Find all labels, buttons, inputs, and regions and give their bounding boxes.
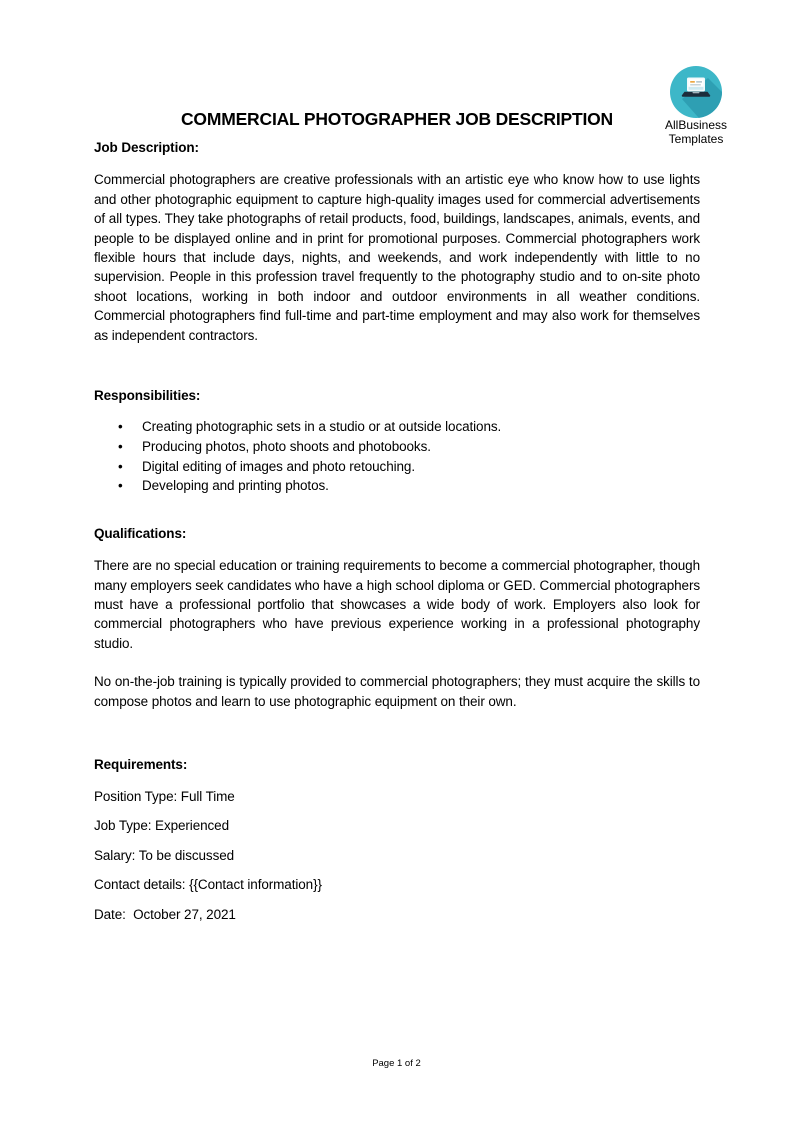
list-item: • Developing and printing photos. bbox=[142, 476, 700, 496]
requirement-contact-details: Contact details: {{Contact information}} bbox=[94, 877, 322, 893]
requirement-salary: Salary: To be discussed bbox=[94, 847, 235, 863]
logo-text-line1: AllBusiness bbox=[664, 118, 728, 132]
section-heading-qualifications: Qualifications: bbox=[94, 525, 187, 541]
document-body bbox=[94, 0, 700, 922]
list-item: • Producing photos, photo shoots and photobooks. bbox=[142, 437, 700, 457]
qualifications-paragraph-1: There are no special education or training requirements to become a commercial photographer, though many employers seek candidates who have a high school diploma or GED. Commercial photographers must have a professional portfolio that showcases a wide body of work. Employers also look for commercial photographers who have previous experience working in a professional photography studio. bbox=[94, 558, 700, 651]
requirement-position-type: Position Type: Full Time bbox=[94, 788, 235, 804]
responsibilities-list bbox=[94, 417, 700, 495]
list-item: • Creating photographic sets in a studio or at outside locations. bbox=[142, 417, 700, 437]
qualifications-paragraph-2: No on-the-job training is typically provided to commercial photographers; they must acquire the skills to compose photos and learn to use photographic equipment on their own. bbox=[94, 674, 700, 709]
section-heading-requirements: Requirements: bbox=[94, 757, 188, 773]
job-description-paragraph: Commercial photographers are creative professionals with an artistic eye who know how to use lights and other photographic equipment to capture high-quality images used for commercial advertisements of all types. They take photographs of retail products, food, buildings, landscapes, animals, events, and people to be displayed online and in print for promotional purposes. Commercial photographers work flexible hours that include days, nights, and weekends, and work independently with little to no supervision. People in this profession travel frequently to the photography studio and to on-site photo shoot locations, working in both indoor and outdoor environments in all weather conditions. Commercial photographers find full-time and part-time employment and may also work for themselves as independent contractors. bbox=[94, 172, 700, 343]
document-title: COMMERCIAL PHOTOGRAPHER JOB DESCRIPTION bbox=[180, 109, 613, 129]
section-heading-job-description: Job Description: bbox=[94, 140, 199, 155]
requirement-date: Date: October 27, 2021 bbox=[94, 906, 236, 922]
page-number: Page 1 of 2 bbox=[372, 1058, 421, 1069]
requirement-job-type: Job Type: Experienced bbox=[94, 818, 229, 834]
section-heading-responsibilities: Responsibilities: bbox=[94, 388, 201, 404]
logo-text-line2: Templates bbox=[668, 131, 724, 146]
list-item: • Digital editing of images and photo retouching. bbox=[142, 457, 700, 477]
